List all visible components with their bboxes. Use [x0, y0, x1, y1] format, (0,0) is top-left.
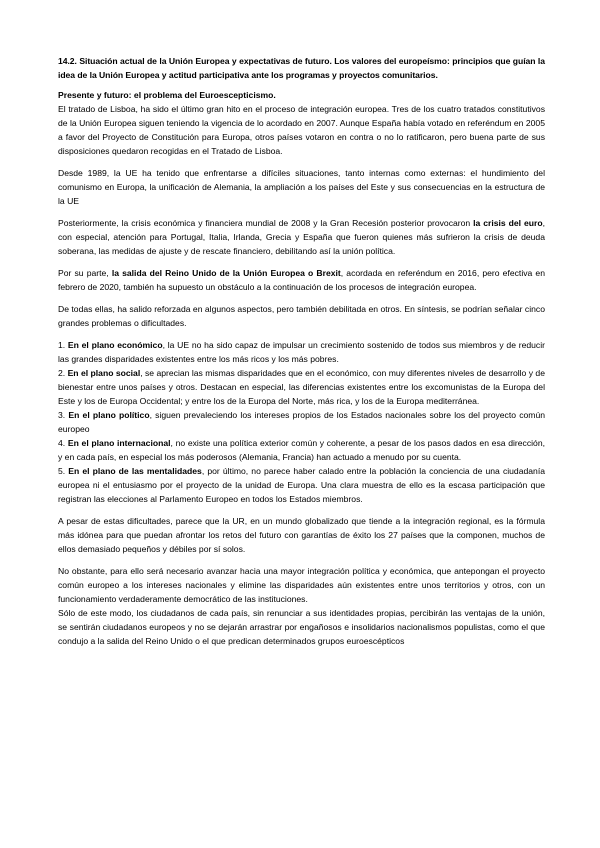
item-number: 3. [58, 410, 69, 420]
list-item [58, 366, 545, 408]
paragraph-lisboa: El tratado de Lisboa, ha sido el último gran hito en el proceso de integración europea. Tres de los cuatro tratados constitutivos de la Unión Europea siguen teniendo la vigencia de lo acordado en 2007. Aunque España había votado en referéndum en 2005 a favor del Proyecto de Constitución para Europa, otros países votaron en contra o no lo ratificaron, pero buena parte de sus disposiciones quedaron recogidas en el Tratado de Lisboa. [58, 104, 545, 156]
paragraph-conclusion: Sólo de este modo, los ciudadanos de cada país, sin renunciar a sus identidades propias, percibirán las ventajas de la unión, se sentirán ciudadanos europeos y no se dejarán arrastrar por engañosos e insolidarios nacionalismos populistas, como el que condujo a la salida del Reino Unido o el que predican determinados grupos euroescépticos [58, 608, 545, 646]
paragraph-crisis [58, 216, 545, 258]
item-lead: En el plano político [68, 410, 150, 420]
problems-list [58, 338, 545, 506]
paragraph-1989: Desde 1989, la UE ha tenido que enfrentarse a difíciles situaciones, tanto internas como externas: el hundimiento del comunismo en Europa, la unificación de Alemania, la ampliación a los países del Este y sus consecuencias en la estructura de la UE [58, 168, 545, 206]
bold-brexit: la salida del Reino Unido de la Unión Europea o Brexit [111, 268, 341, 278]
paragraph-integracion: No obstante, para ello será necesario avanzar hacia una mayor integración política y económica, que antepongan el proyecto común europeo a los intereses nacionales y elimine las disparidades aún existentes entre unos territorios y otros, con un funcionamiento verdaderamente democrático de las instituciones. [58, 566, 545, 604]
item-number: 1. [58, 340, 68, 350]
list-item [58, 338, 545, 366]
paragraph-sintesis: De todas ellas, ha salido reforzada en algunos aspectos, pero también debilitada en otros. En síntesis, se podrían señalar cinco grandes problemas o dificultades. [58, 304, 545, 328]
item-text: , no existe una política exterior común y coherente, a pesar de los pasos dados en esa dirección, y en cada país, en especial los más poderosos (Alemania, Francia) han actuado a menudo por su cuenta. [58, 438, 545, 462]
item-text: , siguen prevaleciendo los intereses propios de los Estados nacionales sobre los del proyecto común europeo [58, 410, 545, 434]
paragraph-text: , con especial, atención para Portugal, Italia, Irlanda, Grecia y España que fueron quienes más sufrieron la crisis de deuda soberana, las medidas de ajuste y de rescate financiero, debilitando así la unión política. [58, 218, 545, 256]
paragraph-text: , acordada en referéndum en 2016, pero efectiva en febrero de 2020, también ha supuesto un obstáculo a la continuación de los procesos de integración europea. [58, 268, 545, 292]
document-title: 14.2. Situación actual de la Unión Europea y expectativas de futuro. Los valores del europeísmo: principios que guían la idea de la Unión Europea y actitud participativa ante los programas y proyectos comunitarios. [58, 56, 545, 80]
section-subtitle: Presente y futuro: el problema del Euroescepticismo. [58, 90, 276, 100]
paragraph-dificultades: A pesar de estas dificultades, parece que la UR, en un mundo globalizado que tiende a la integración regional, es la fórmula más idónea para que puedan afrontar los retos del futuro con garantías de éxito los 27 países que la componen, muchos de ellos demasiado pequeños y débiles por sí solos. [58, 516, 545, 554]
item-number: 2. [58, 368, 68, 378]
item-text: , se aprecian las mismas disparidades que en el económico, con muy diferentes niveles de desarrollo y de bienestar entre unos países y otros. Destacan en especial, las diferencias existentes entre los excomunistas de la Europa del Este y los de Europa Occidental; y entre los de la Europa del Norte, más rica, y los de la Europa mediterránea. [58, 368, 545, 406]
list-item [58, 464, 545, 506]
item-text: , la UE no ha sido capaz de impulsar un crecimiento sostenido de todos sus miembros y de reducir las grandes disparidades existentes entre los más ricos y los más pobres. [58, 340, 545, 364]
bold-crisis-euro: la crisis del euro [473, 218, 543, 228]
paragraph-text: Por su parte, [58, 268, 112, 278]
item-number: 5. [58, 466, 69, 476]
paragraph-brexit [58, 266, 545, 294]
list-item [58, 436, 545, 464]
item-text: , por último, no parece haber calado entre la población la conciencia de una ciudadanía europea ni el entusiasmo por el proyecto de la unidad de Europa. Una clara muestra de ello es la escasa participación que registran las elecciones al Parlamento Europeo en todos los Estados miembros. [58, 466, 545, 504]
document-body [58, 54, 545, 648]
item-lead: En el plano económico [67, 340, 163, 350]
item-lead: En el plano de las mentalidades [68, 466, 202, 476]
item-number: 4. [58, 438, 68, 448]
item-lead: En el plano internacional [67, 438, 171, 448]
item-lead: En el plano social [67, 368, 141, 378]
list-item [58, 408, 545, 436]
paragraph-text: Posteriormente, la crisis económica y financiera mundial de 2008 y la Gran Recesión posterior provocaron [58, 218, 474, 228]
